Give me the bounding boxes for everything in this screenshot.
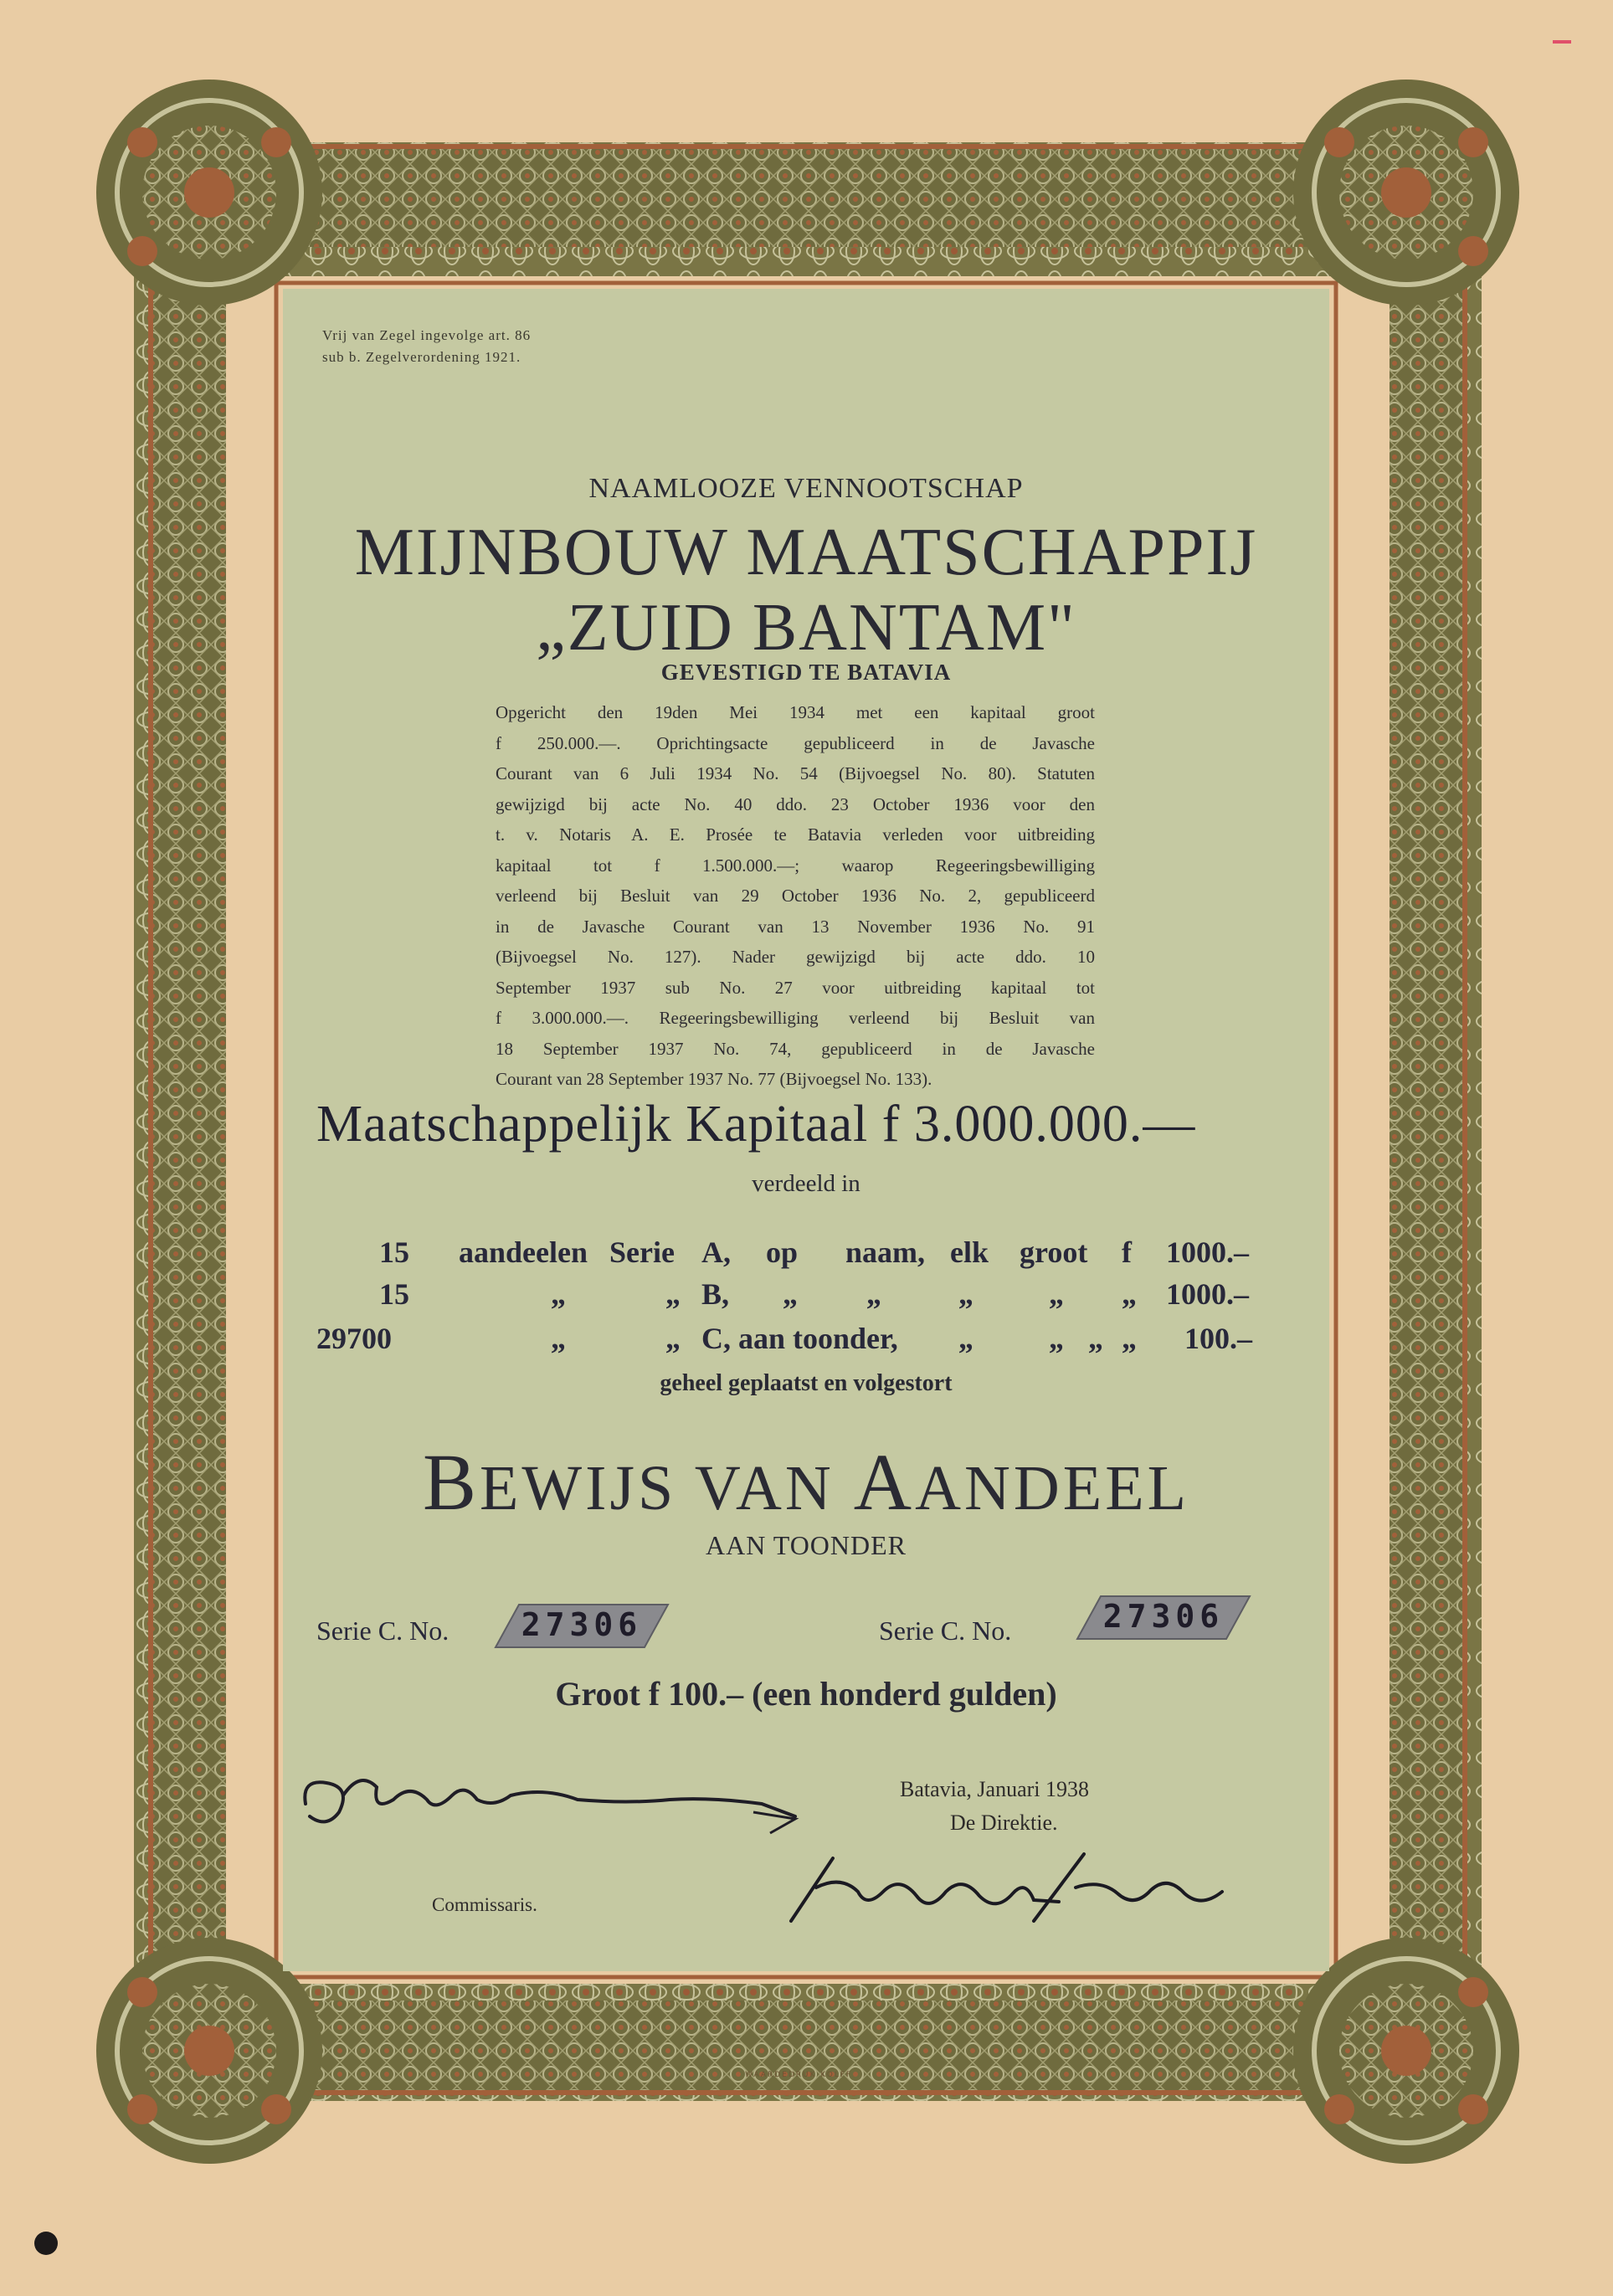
corner-rosette-top-left [96, 80, 322, 306]
title-capital: B [422, 1437, 480, 1527]
share-cell: „ [1049, 1322, 1064, 1355]
share-cell: naam, [845, 1235, 926, 1269]
right-lattice-strip [1390, 251, 1465, 2001]
directie-signature [783, 1841, 1251, 1942]
body-line: verleend bij Besluit van 29 October 1936 No. 2, gepubliceerd [496, 886, 1095, 906]
incorporation-text [496, 697, 1095, 1095]
share-cell: „ [1088, 1322, 1103, 1355]
body-line: kapitaal tot f 1.500.000.—; waarop Regeeringsbewilliging [496, 855, 1095, 876]
body-line: Courant van 28 September 1937 No. 77 (Bijvoegsel No. 133). [496, 1069, 932, 1089]
certificate-title [283, 1436, 1329, 1528]
certificate-number-left: 27306 [521, 1606, 643, 1643]
share-cell: „ [665, 1322, 681, 1355]
commissaris-label: Commissaris. [432, 1894, 537, 1915]
stamp-exemption-note [322, 325, 531, 368]
share-count: 15 [379, 1235, 409, 1269]
body-line: t. v. Notaris A. E. Prosée te Batavia verleden voor uitbreiding [496, 824, 1095, 845]
share-amount: 100.– [1184, 1322, 1252, 1355]
certificate-number-right: 27306 [1102, 1598, 1225, 1635]
share-cell: „ [783, 1277, 798, 1311]
stamp-note-line: sub b. Zegelverordening 1921. [322, 349, 521, 365]
serie-label-left: Serie C. No. [316, 1615, 449, 1646]
title-text: ANDEEL [915, 1453, 1190, 1523]
commissaris-signature [293, 1754, 837, 1846]
share-cell: f [1122, 1235, 1132, 1269]
place-and-date [900, 1773, 1089, 1840]
body-line: f 250.000.—. Oprichtingsacte gepubliceerd in de Javasche [496, 732, 1095, 753]
share-count: 15 [379, 1277, 409, 1311]
ink-blot [34, 2232, 58, 2255]
share-cell: „ [958, 1322, 973, 1355]
share-cell: aandeelen [459, 1235, 588, 1269]
share-cell: B, [701, 1277, 730, 1311]
nominal-value: Groot f 100.– (een honderd gulden) [555, 1675, 1057, 1713]
share-cell: „ [866, 1277, 881, 1311]
share-cell: „ [551, 1322, 566, 1355]
share-cell: „ [958, 1277, 973, 1311]
company-seat: GEVESTIGD TE BATAVIA [660, 660, 952, 685]
share-amount: 1000.– [1166, 1277, 1249, 1311]
capital-heading: Maatschappelijk Kapitaal f 3.000.000.— [316, 1096, 1196, 1153]
company-name-line1: MIJNBOUW MAATSCHAPPIJ [354, 516, 1258, 589]
directie-label: De Direktie. [950, 1811, 1058, 1835]
top-lattice-strip [151, 146, 1465, 247]
corner-rosette-bottom-right [1293, 1938, 1519, 2164]
share-cell: „ [1049, 1277, 1064, 1311]
share-cell: op [766, 1235, 799, 1269]
share-cell: Serie [609, 1235, 675, 1269]
place-date-text: Batavia, Januari 1938 [900, 1777, 1089, 1801]
divided-label: verdeeld in [752, 1170, 860, 1197]
company-name-line2: „ZUID BANTAM" [536, 591, 1076, 665]
title-text: EWIJS VAN [479, 1453, 854, 1523]
body-line: Opgericht den 19den Mei 1934 met een kapitaal groot [496, 702, 1095, 722]
body-line: (Bijvoegsel No. 127). Nader gewijzigd bij acte ddo. 10 [496, 947, 1095, 967]
share-cell: „ [1122, 1322, 1137, 1355]
share-cell: „ [665, 1277, 681, 1311]
corner-rosette-top-right [1293, 80, 1519, 306]
stamp-note-line: Vrij van Zegel ingevolge art. 86 [322, 327, 532, 343]
left-lattice-strip [151, 251, 226, 2001]
title-capital: A [853, 1437, 916, 1527]
corner-rosette-bottom-left [96, 1938, 322, 2164]
share-amount: 1000.– [1166, 1235, 1249, 1269]
company-type: NAAMLOOZE VENNOOTSCHAP [588, 473, 1024, 504]
body-line: 18 September 1937 No. 74, gepubliceerd in de Javasche [496, 1038, 1095, 1059]
body-line: September 1937 sub No. 27 voor uitbreiding kapitaal tot [496, 977, 1095, 998]
share-cell: groot [1020, 1235, 1088, 1269]
red-mark [1553, 40, 1571, 44]
share-cell: A, [701, 1235, 731, 1269]
certificate-subtitle: AAN TOONDER [705, 1530, 907, 1560]
body-line: Courant van 6 Juli 1934 No. 54 (Bijvoegsel No. 80). Statuten [496, 763, 1095, 783]
fully-paid-note: geheel geplaatst en volgestort [660, 1370, 953, 1396]
body-line: f 3.000.000.—. Regeeringsbewilliging verleend bij Besluit van [496, 1008, 1095, 1028]
printer-mark: WAARDEDRUK KOLFF [745, 2071, 853, 2079]
body-line: in de Javasche Courant van 13 November 1936 No. 91 [496, 916, 1095, 937]
share-cell: elk [950, 1235, 989, 1269]
share-cell: C, aan toonder, [701, 1322, 898, 1355]
share-cell: „ [1122, 1277, 1137, 1311]
share-cell: „ [551, 1277, 566, 1311]
body-line: gewijzigd bij acte No. 40 ddo. 23 October 1936 voor den [496, 794, 1095, 814]
serie-label-right: Serie C. No. [879, 1615, 1012, 1646]
share-count: 29700 [316, 1322, 392, 1355]
